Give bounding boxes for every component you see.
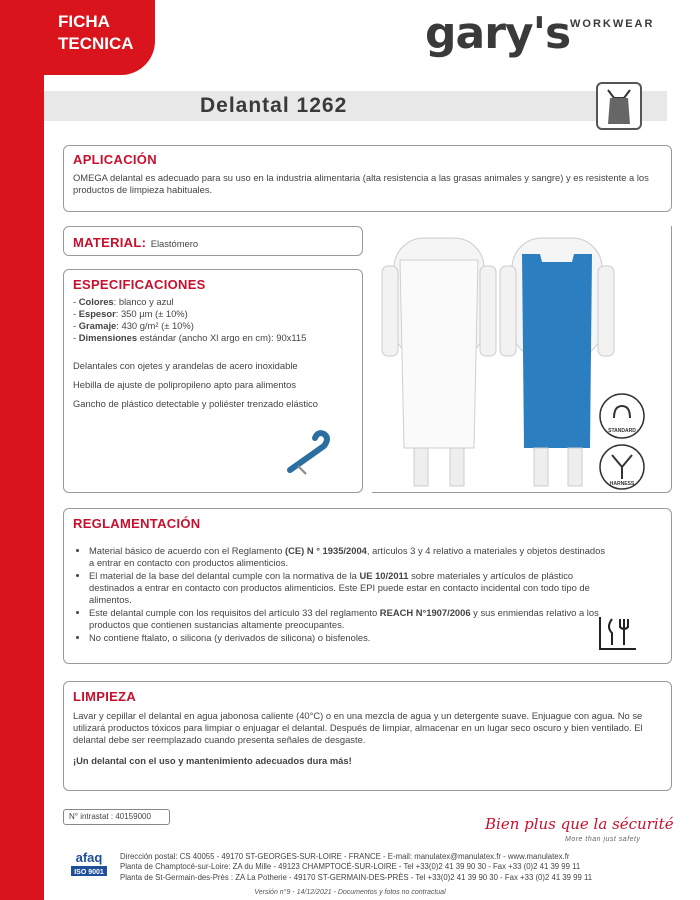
standard-badge-icon	[598, 392, 646, 440]
especificaciones-heading: ESPECIFICACIONES	[73, 277, 206, 292]
material-value: Elastómero	[150, 238, 199, 249]
intrastat-code: N° intrastat : 40159000	[63, 809, 170, 825]
material-heading: MATERIAL:	[73, 235, 147, 250]
limpieza-tagline: ¡Un delantal con el uso y mantenimiento adecuados dura más!	[73, 755, 352, 766]
afaq-logo	[67, 848, 111, 884]
aplicacion-text: OMEGA delantal es adecuado para su uso en la industria alimentaria (alta resistencia a las grasas animales y sangre) y es resistente a los productos de limpieza habituales.	[73, 172, 649, 195]
ficha-tecnica-tab	[0, 0, 155, 75]
garys-logo	[425, 8, 655, 60]
spec-item: - Dimensiones estándar (ancho Xl argo en cm): 90x115	[73, 332, 307, 343]
regulation-item: • No contiene ftalato, o silicona (y derivados de silicona) o bisfenoles.	[89, 632, 608, 644]
regulation-item: • Este delantal cumple con los requisitos del artículo 33 del reglamento REACH N°1907/2006 y sus enmiendas relativo a los productos que contienen sustancias altamente preocupantes.	[89, 607, 608, 631]
ficha-line2: TECNICA	[58, 34, 134, 53]
page-title: Delantal 1262	[200, 94, 348, 117]
material-section	[63, 226, 363, 256]
harness-badge-icon	[598, 443, 646, 491]
regulation-list	[73, 545, 608, 644]
spec-item: - Colores: blanco y azul	[73, 296, 174, 307]
spec-note-hook: Gancho de plástico detectable y poliéster trenzado elástico	[73, 398, 318, 409]
limpieza-text: Lavar y cepillar el delantal en agua jabonosa caliente (40°C) o en una mezcla de agua y un detergente suave. Enjuague con agua. No se utilizará productos tóxicos para limpiar o enjuagar el delantal. Después de limpiar, almacenar en un lugar seco oscuro y bien ventilado. El delantal debe ser reemplazado cuando presenta señales de desgaste.	[73, 710, 643, 745]
logo-sub: WORKWEAR	[570, 18, 655, 30]
spec-item: - Espesor: 350 µm (± 10%)	[73, 308, 188, 319]
title-bar	[44, 91, 667, 121]
hook-image	[284, 428, 344, 480]
spec-list	[73, 296, 353, 344]
address-line: Planta de St-Germain-des-Près : ZA La Potherie - 49170 ST-GERMAIN-DES-PRÈS - Tel +33(0)2 41 39 90 30 - Fax +33 (0)2 41 39 99 11	[120, 872, 593, 882]
left-red-bar	[0, 0, 44, 900]
food-contact-icon	[596, 613, 640, 653]
logo-word: gary's	[425, 8, 571, 59]
spec-note-eyelets: Delantales con ojetes y arandelas de acero inoxidable	[73, 360, 298, 371]
slogan: Bien plus que la sécurité	[485, 815, 674, 833]
address-block	[120, 852, 592, 883]
especificaciones-section	[63, 269, 363, 493]
aplicacion-section	[63, 145, 672, 212]
apron-icon	[596, 82, 642, 130]
standard-badge-label: STANDARD	[608, 428, 636, 434]
reglamentacion-heading: REGLAMENTACIÓN	[73, 516, 201, 531]
regulation-item: • Material básico de acuerdo con el Reglamento (CE) N ° 1935/2004, artículos 3 y 4 relativo a materiales y objetos destinados a entrar en contacto con productos alimenticios.	[89, 545, 608, 569]
afaq-word: afaq	[75, 850, 103, 865]
harness-badge-label: HARNESS	[609, 481, 635, 487]
address-line: Dirección postal: CS 40055 - 49170 ST-GEORGES-SUR-LOIRE - FRANCE - E-mail: manulatex@manulatex.fr - www.manulatex.fr	[120, 852, 570, 861]
spec-item: - Gramaje: 430 g/m² (± 10%)	[73, 320, 194, 331]
address-line: Planta de Champtocé-sur-Loire: ZA du Mille - 49123 CHAMPTOCÉ-SUR-LOIRE - Tel +33(0)2 41 39 90 30 - Fax +33 (0)2 41 39 99 11	[120, 862, 581, 872]
limpieza-section	[63, 681, 672, 791]
iso-label: ISO 9001	[74, 869, 104, 876]
spec-note-buckle: Hebilla de ajuste de polipropileno apto para alimentos	[73, 379, 297, 390]
limpieza-heading: LIMPIEZA	[73, 689, 137, 704]
aplicacion-heading: APLICACIÓN	[73, 152, 157, 167]
ficha-line1: FICHA	[58, 12, 110, 31]
slogan-sub: More than just safety	[565, 836, 641, 843]
reglamentacion-section	[63, 508, 672, 664]
regulation-item: • El material de la base del delantal cumple con la normativa de la UE 10/2011 sobre materiales y artículos de plástico destinados a entrar en contacto con productos alimenticios. Este EPI puede estar en contacto incidental con todo tipo de alimentos.	[89, 570, 608, 606]
version-note: Versión n°9 - 14/12/2021 - Documentos y fotos no contractual	[254, 889, 446, 896]
